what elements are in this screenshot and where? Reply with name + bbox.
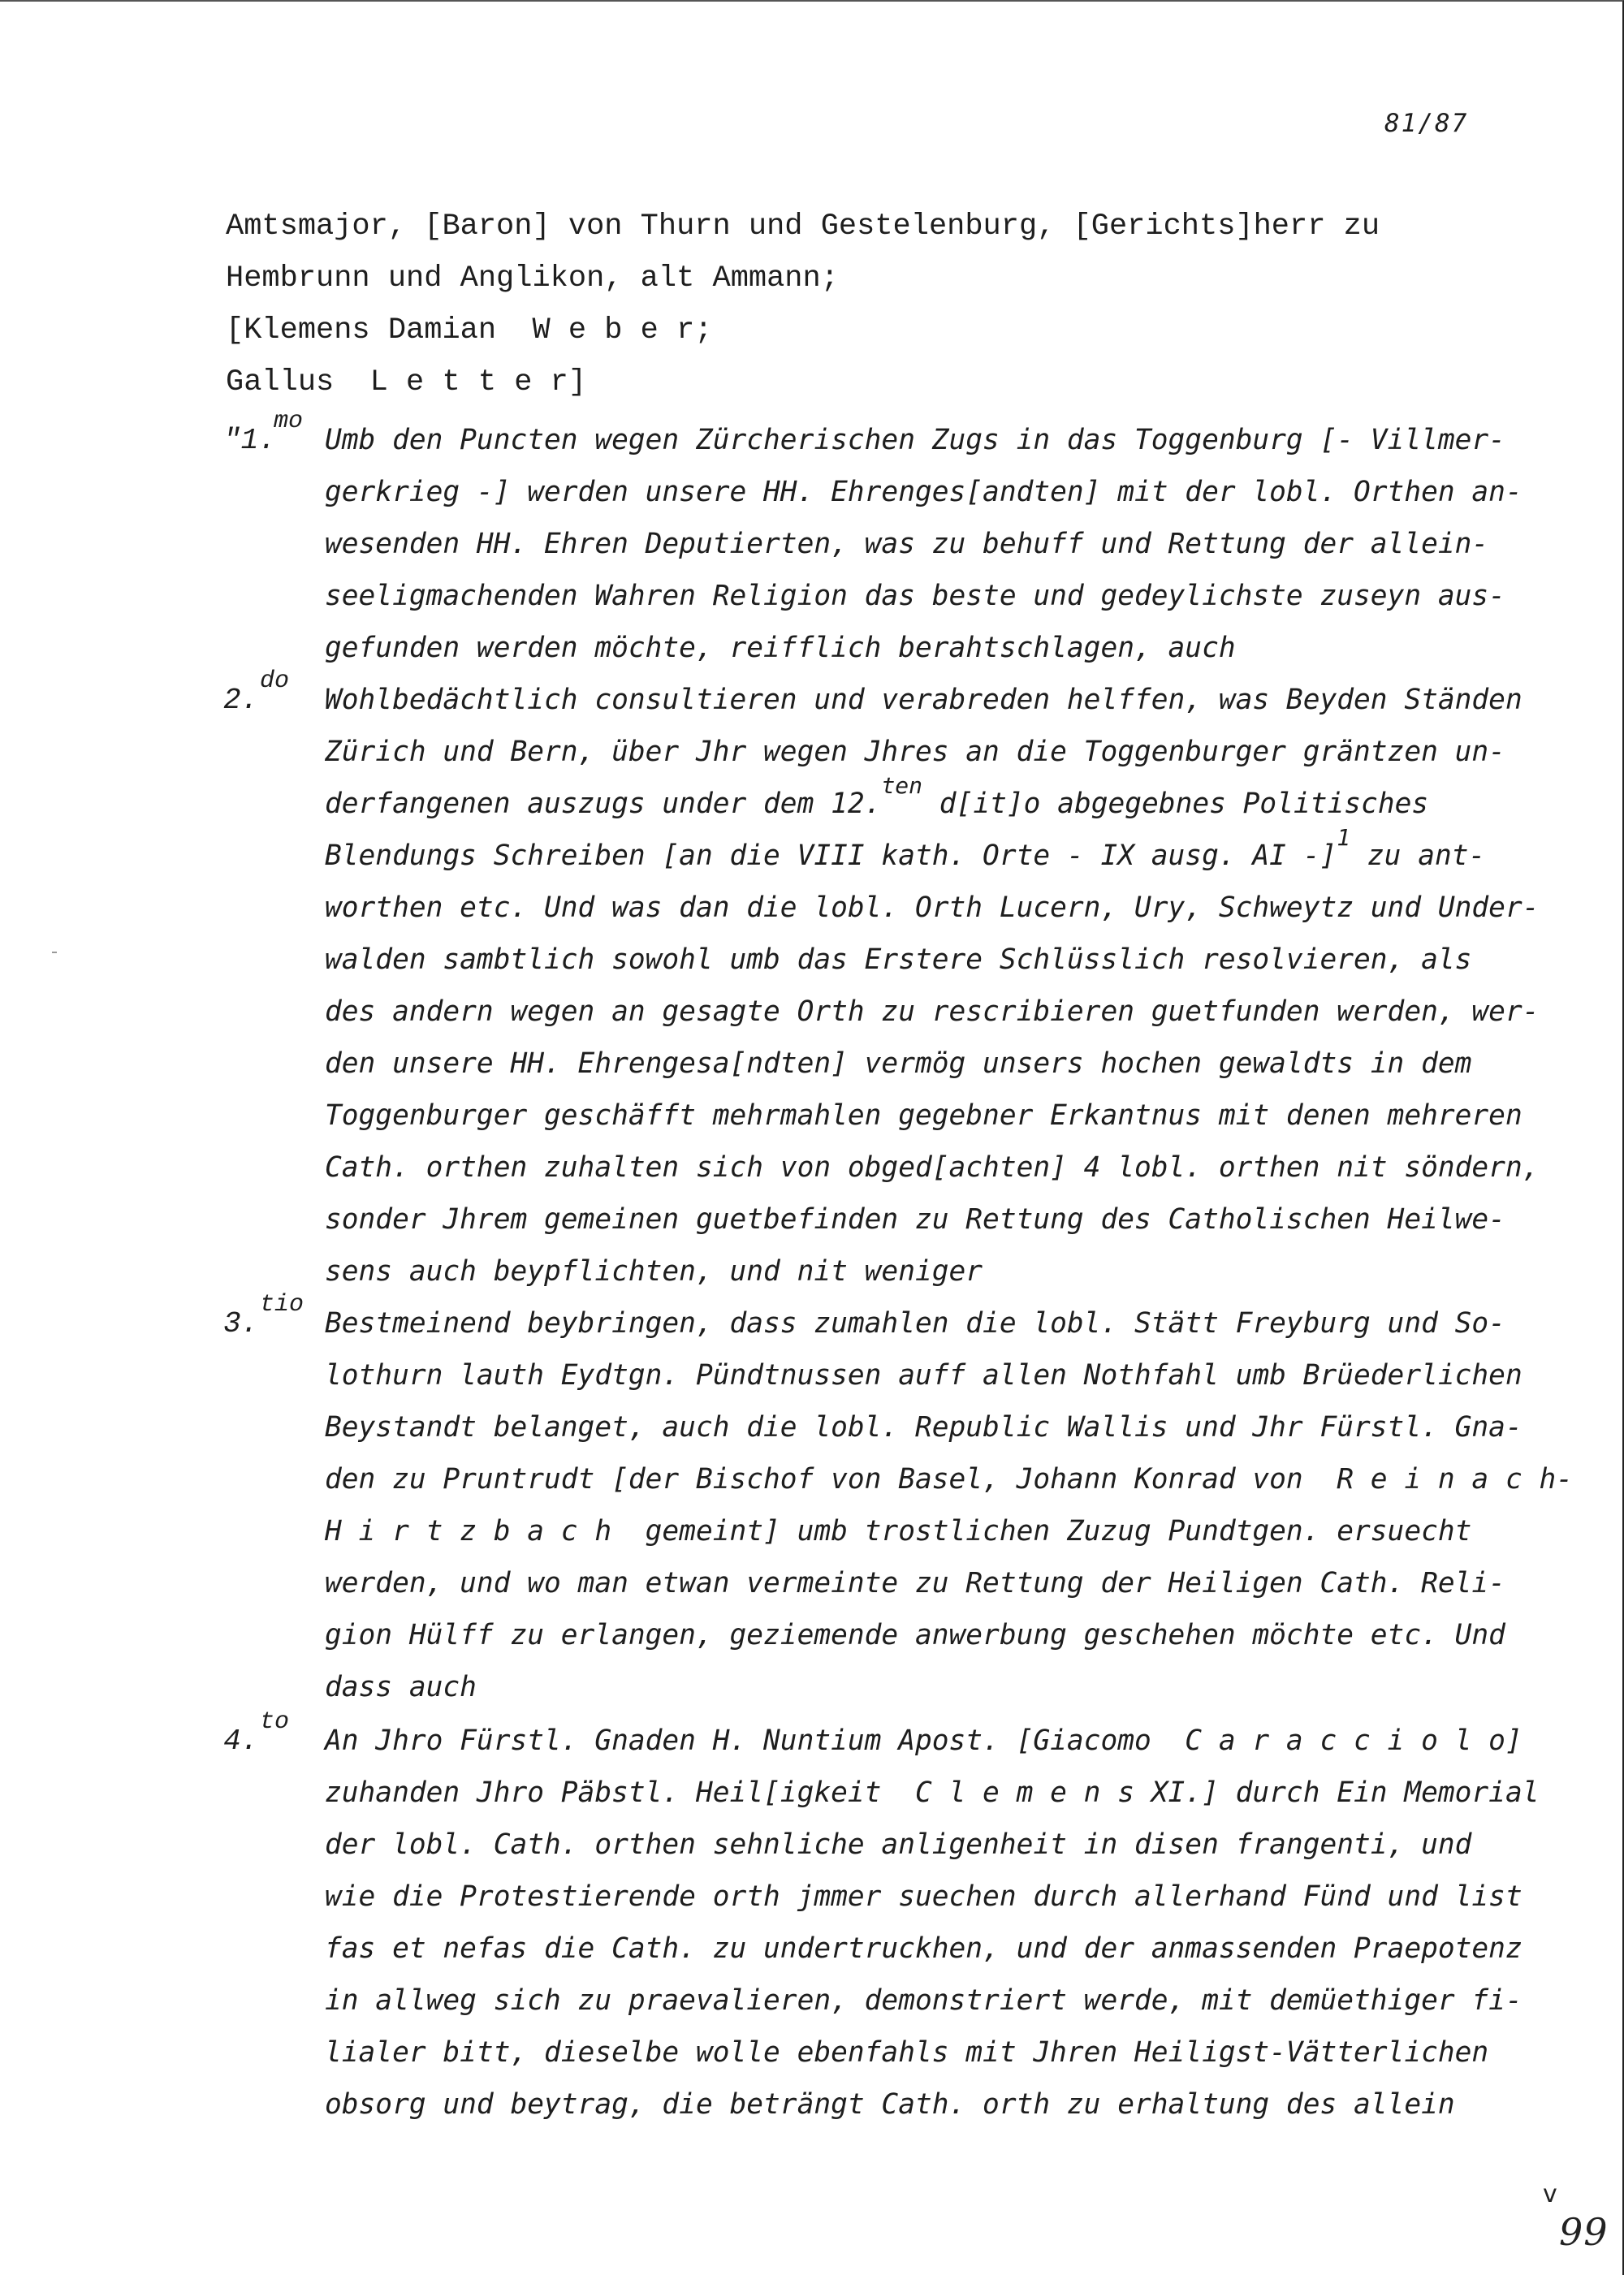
item-2-line-3-end: d[it]o abgegebnes Politisches [922, 788, 1429, 820]
item-2-line-4-end: zu ant- [1350, 840, 1486, 872]
item-4-ordinal: to [260, 1708, 290, 1736]
item-2-line-8: den unsere HH. Ehrengesa[ndten] vermög unsers hochen gewaldts in dem [325, 1047, 1472, 1080]
header-line-1: Amtsmajor, [Baron] von Thurn und Gestelenburg, [Gerichts]herr zu [226, 209, 1380, 244]
item-3-line-6: werden, und wo man etwan vermeinte zu Rettung der Heiligen Cath. Reli- [325, 1567, 1505, 1599]
item-2-ordinal: do [260, 667, 290, 695]
item-3-line-5: H i r t z b a c h gemeint] umb trostlichen Zuzug Pundtgen. ersuecht [325, 1515, 1472, 1548]
item-2-line-3-superscript: ten [881, 772, 923, 799]
header-line-3: [Klemens Damian W e b e r; [226, 313, 713, 348]
item-1-line-2: gerkrieg -] werden unsere HH. Ehrenges[andten] mit der lobl. Orthen an- [325, 476, 1522, 508]
item-3-line-8: dass auch [325, 1671, 477, 1703]
item-4-line-5: fas et nefas die Cath. zu undertruckhen, und der anmassenden Praepotenz [325, 1932, 1522, 1965]
item-2-line-3-start: derfangenen auszugs under dem 12. [325, 788, 882, 820]
item-1-ordinal: mo [274, 408, 304, 435]
item-3-ordinal: tio [260, 1291, 304, 1319]
item-2-line-10: Cath. orthen zuhalten sich von obged[achten] 4 lobl. orthen nit söndern, [325, 1151, 1540, 1184]
item-2-line-5: worthen etc. Und was dan die lobl. Orth Lucern, Ury, Schweytz und Under- [325, 891, 1540, 924]
item-2-line-12: sens auch beypflichten, und nit weniger [325, 1255, 983, 1288]
check-mark: v [1543, 2180, 1557, 2208]
item-2-line-4-start: Blendungs Schreiben [an die VIII kath. Orte - IX ausg. AI -] [325, 840, 1337, 872]
item-4-line-3: der lobl. Cath. orthen sehnliche anligenheit in disen frangenti, und [325, 1828, 1472, 1861]
handwritten-archive-number: 99 [1559, 2210, 1609, 2254]
item-2-line-9: Toggenburger geschäfft mehrmahlen gegebner Erkantnus mit denen mehreren [325, 1099, 1522, 1132]
item-4-line-7: lialer bitt, dieselbe wolle ebenfahls mit Jhren Heiligst-Vätterlichen [325, 2036, 1489, 2069]
item-2-footnote-marker: 1 [1337, 824, 1351, 851]
page-number: 81/87 [1384, 109, 1469, 138]
item-2-line-7: des andern wegen an gesagte Orth zu rescribieren guetfunden werden, wer- [325, 995, 1540, 1028]
header-line-4: Gallus L e t t e r] [226, 365, 587, 399]
item-3-number: 3. [223, 1307, 259, 1340]
item-2-line-3 [325, 772, 1429, 820]
item-1-line-1: Umb den Puncten wegen Zürcherischen Zugs in das Toggenburg [- Villmer- [325, 424, 1505, 456]
item-1-line-3: wesenden HH. Ehren Deputierten, was zu behuff und Rettung der allein- [325, 528, 1489, 560]
margin-dash [52, 952, 57, 953]
item-3-line-7: gion Hülff zu erlangen, geziemende anwerbung geschehen möchte etc. Und [325, 1619, 1505, 1651]
item-4-line-2: zuhanden Jhro Päbstl. Heil[igkeit C l e m e n s XI.] durch Ein Memorial [325, 1776, 1540, 1809]
header-line-2: Hembrunn und Anglikon, alt Ammann; [226, 261, 839, 296]
item-1-number: "1. [223, 424, 276, 457]
item-2-line-2: Zürich und Bern, über Jhr wegen Jhres an die Toggenburger gräntzen un- [325, 736, 1505, 768]
item-1-line-5: gefunden werden möchte, reifflich berahtschlagen, auch [325, 632, 1236, 664]
item-4-line-6: in allweg sich zu praevalieren, demonstriert werde, mit demüethiger fi- [325, 1984, 1522, 2017]
item-1-line-4: seeligmachenden Wahren Religion das beste und gedeylichste zuseyn aus- [325, 580, 1505, 612]
item-4-number: 4. [223, 1725, 259, 1758]
item-3-line-2: lothurn lauth Eydtgn. Pündtnussen auff allen Nothfahl umb Brüederlichen [325, 1359, 1522, 1392]
item-2-number: 2. [223, 684, 259, 717]
item-3-line-3: Beystandt belanget, auch die lobl. Republic Wallis und Jhr Fürstl. Gna- [325, 1411, 1522, 1444]
item-4-line-1: An Jhro Fürstl. Gnaden H. Nuntium Apost. [Giacomo C a r a c c i o l o] [325, 1725, 1522, 1757]
item-2-line-4 [325, 824, 1486, 872]
item-2-line-1: Wohlbedächtlich consultieren und verabreden helffen, was Beyden Ständen [325, 684, 1522, 716]
item-2-line-11: sonder Jhrem gemeinen guetbefinden zu Rettung des Catholischen Heilwe- [325, 1203, 1505, 1236]
item-3-line-1: Bestmeinend beybringen, dass zumahlen die lobl. Stätt Freyburg und So- [325, 1307, 1505, 1340]
item-3-line-4: den zu Pruntrudt [der Bischof von Basel, Johann Konrad von R e i n a c h- [325, 1463, 1574, 1496]
item-4-line-4: wie die Protestierende orth jmmer suechen durch allerhand Fünd und list [325, 1880, 1522, 1913]
item-4-line-8: obsorg und beytrag, die beträngt Cath. orth zu erhaltung des allein [325, 2088, 1455, 2121]
item-2-line-6: walden sambtlich sowohl umb das Erstere Schlüsslich resolvieren, als [325, 943, 1472, 976]
